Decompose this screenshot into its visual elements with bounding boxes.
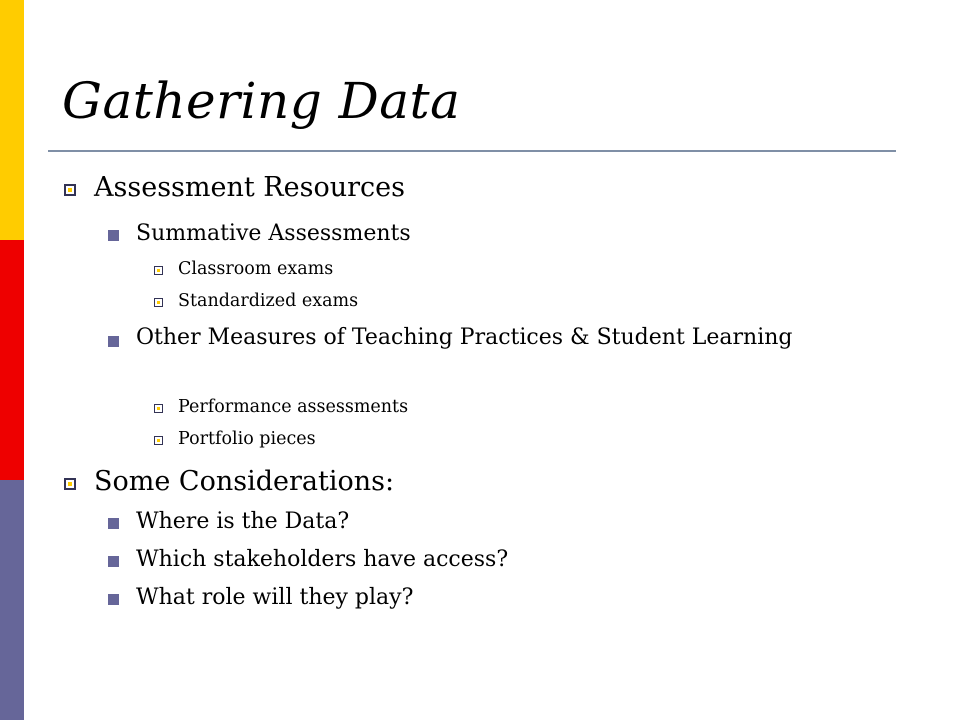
list-item: Summative Assessments xyxy=(136,221,411,246)
list-item: Which stakeholders have access? xyxy=(136,547,509,572)
section-heading: Some Considerations: xyxy=(94,466,395,497)
square-bullet-icon xyxy=(108,556,119,567)
sub-list-item: Standardized exams xyxy=(178,291,359,311)
slide-title: Gathering Data xyxy=(62,72,461,130)
sub-list-item: Classroom exams xyxy=(178,259,334,279)
square-bullet-icon xyxy=(154,266,163,275)
square-bullet-icon xyxy=(154,298,163,307)
section-heading: Assessment Resources xyxy=(94,172,405,203)
square-bullet-icon xyxy=(108,230,119,241)
sub-list-item: Portfolio pieces xyxy=(178,429,316,449)
square-bullet-icon xyxy=(108,336,119,347)
list-item: What role will they play? xyxy=(136,585,414,610)
square-bullet-icon xyxy=(108,518,119,529)
square-bullet-icon xyxy=(154,436,163,445)
square-bullet-icon xyxy=(154,404,163,413)
square-bullet-icon xyxy=(108,594,119,605)
list-item: Where is the Data? xyxy=(136,509,350,534)
square-bullet-icon xyxy=(64,478,76,490)
sub-list-item: Performance assessments xyxy=(178,397,409,417)
square-bullet-icon xyxy=(64,184,76,196)
list-item: Other Measures of Teaching Practices & Student Learning xyxy=(136,325,793,350)
